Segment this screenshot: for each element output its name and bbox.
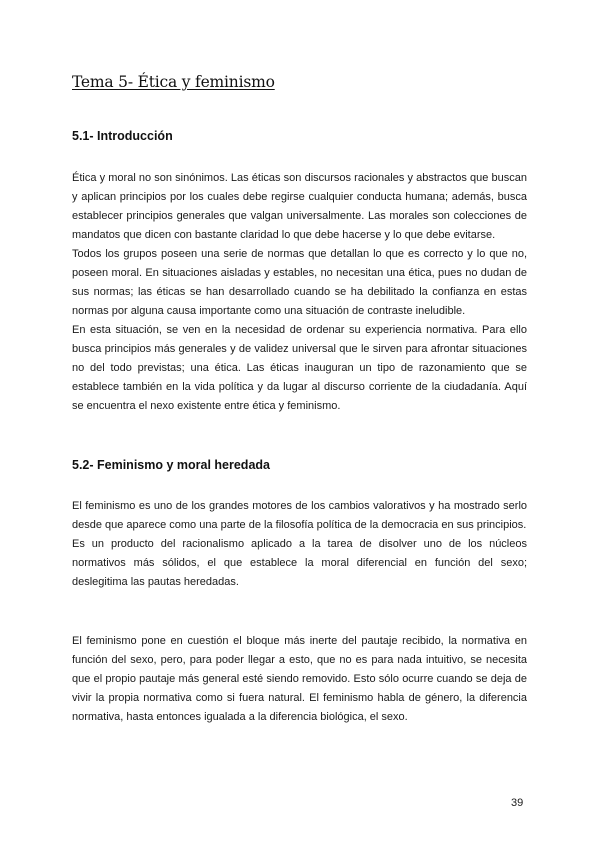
- section-body-feminismo-continuation: [72, 632, 527, 727]
- paragraph: El feminismo pone en cuestión el bloque más inerte del pautaje recibido, la normativa en función del sexo, pero, para poder llegar a esto, que no es para nada intuitivo, se necesita que el propio pautaje más general esté siendo removido. Esto sólo ocurre cuando se deja de vivir la propia normativa como si fuera natural. El feminismo habla de género, la diferencia normativa, hasta entonces igualada a la diferencia biológica, el sexo.: [72, 635, 527, 723]
- page-title: Tema 5- Ética y feminismo: [72, 73, 275, 91]
- section-body-introduccion: [72, 169, 527, 416]
- paragraph: En esta situación, se ven en la necesidad de ordenar su experiencia normativa. Para ello busca principios más generales y de validez universal que le sirven para afrontar situaciones no del todo previstas; una ética. Las éticas inauguran un tipo de razonamiento que se establece también en la vida política y da lugar al discurso corriente de la ciudadanía. Aquí se encuentra el nexo existente entre ética y feminismo.: [72, 324, 527, 412]
- paragraph: Ética y moral no son sinónimos. Las éticas son discursos racionales y abstractos que buscan y aplican principios por los cuales debe regirse cualquier conducta humana; además, busca establecer principios generales que valgan universalmente. Las morales son colecciones de mandatos que dicen con bastante claridad lo que debe hacerse y lo que debe evitarse.: [72, 172, 527, 241]
- paragraph: Es un producto del racionalismo aplicado a la tarea de disolver uno de los núcleos normativos más sólidos, el que establece la moral diferencial en función del sexo; deslegitima las pautas heredadas.: [72, 538, 527, 588]
- section-heading-feminismo-moral-heredada: 5.2- Feminismo y moral heredada: [72, 458, 270, 472]
- paragraph: El feminismo es uno de los grandes motores de los cambios valorativos y ha mostrado serlo desde que aparece como una parte de la filosofía política de la democracia en sus principios.: [72, 500, 527, 531]
- section-body-feminismo-moral-heredada: [72, 497, 527, 592]
- page-number: 39: [511, 797, 524, 809]
- paragraph: Todos los grupos poseen una serie de normas que detallan lo que es correcto y lo que no, poseen moral. En situaciones aisladas y estables, no necesitan una ética, pues no dudan de sus normas; las éticas se han desarrollado cuando se ha debilitado la confianza en estas normas por alguna causa importante como una situación de contraste ineludible.: [72, 248, 527, 317]
- section-heading-introduccion: 5.1- Introducción: [72, 129, 173, 143]
